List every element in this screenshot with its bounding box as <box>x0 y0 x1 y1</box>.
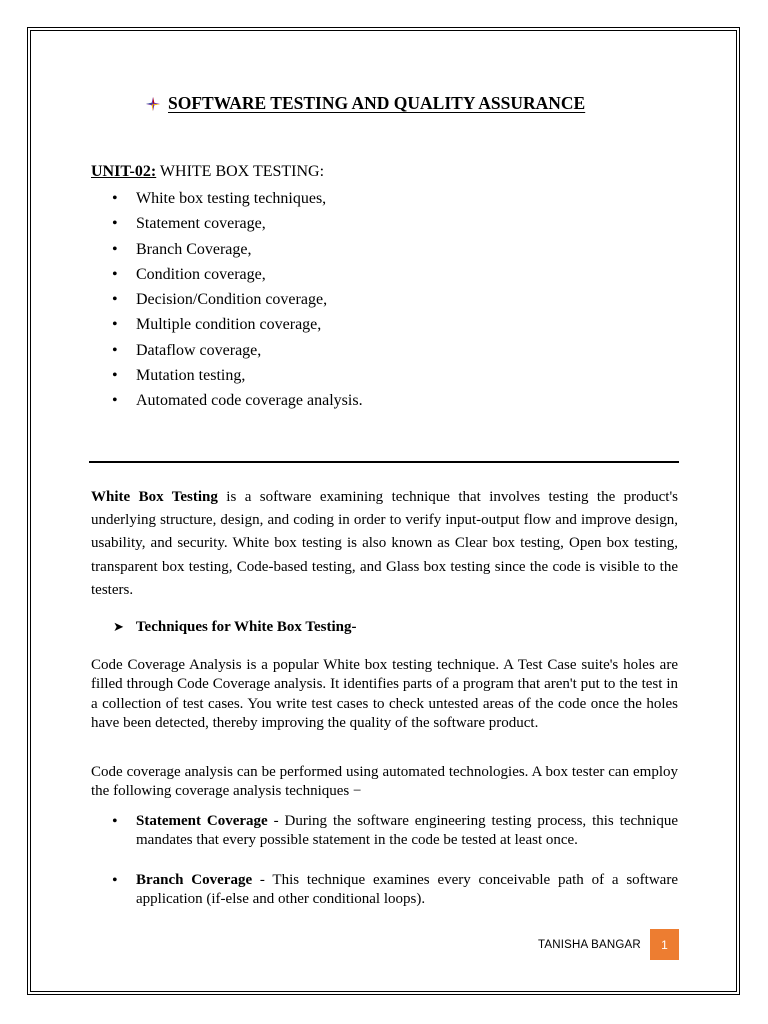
list-item: • Dataflow coverage, <box>110 338 363 363</box>
coverage-paragraph: Code Coverage Analysis is a popular White box testing technique. A Test Case suite's holes are filled through Code Coverage analysis. It identifies parts of a program that aren't put to the test in a collection of test cases. You write test cases to check untested areas of the code once the holes have been detected, thereby improving the quality of the software product. <box>91 657 678 732</box>
technique-list-2 <box>110 871 678 910</box>
automated-paragraph: Code coverage analysis can be performed using automated technologies. A box tester can employ the following coverage analysis techniques − <box>91 764 678 800</box>
page-number-badge: 1 <box>650 929 679 960</box>
arrow-bullet-icon: ➤ <box>113 620 124 635</box>
intro-text: is a software examining technique that involves testing the product's underlying structure, design, and coding in order to verify input-output flow and improve design, usability, and security. White box testing is also known as Clear box testing, Open box testing, transparent box testing, Code-based testing, and Glass box testing since the code is visible to the testers. <box>91 489 679 598</box>
list-item: • Decision/Condition coverage, <box>110 287 363 312</box>
list-item <box>110 812 678 851</box>
unit-heading <box>91 163 324 181</box>
list-item: • Branch Coverage, <box>110 237 363 262</box>
topic-list <box>110 186 363 414</box>
techniques-heading <box>113 619 357 636</box>
title-text: SOFTWARE TESTING AND QUALITY ASSURANCE <box>168 93 586 113</box>
techniques-heading-text: Techniques for White Box Testing- <box>135 619 357 635</box>
intro-paragraph <box>91 486 678 602</box>
list-item: • Statement coverage, <box>110 211 363 236</box>
intro-bold-term: White Box Testing <box>91 489 218 505</box>
technique-list-1 <box>110 812 678 851</box>
document-title <box>145 93 585 114</box>
footer-author: TANISHA BANGAR <box>538 938 641 951</box>
unit-label: UNIT-02: <box>91 163 157 180</box>
unit-title: WHITE BOX TESTING: <box>156 163 325 180</box>
list-item: • White box testing techniques, <box>110 186 363 211</box>
list-item: • Multiple condition coverage, <box>110 312 363 337</box>
technique-desc: - During the software engineering testing process, this technique mandates that every possible statement in the code be tested at least once. <box>136 813 678 849</box>
list-item: • Automated code coverage analysis. <box>110 388 363 413</box>
page-footer <box>538 929 679 960</box>
list-item <box>110 871 678 910</box>
technique-desc: - This technique examines every conceivable path of a software application (if-else and other conditional loops). <box>136 872 678 908</box>
four-point-star-bullet-icon <box>145 96 161 112</box>
horizontal-divider <box>89 461 679 463</box>
list-item: • Mutation testing, <box>110 363 363 388</box>
technique-name: Statement Coverage <box>136 813 268 829</box>
technique-name: Branch Coverage <box>136 872 253 888</box>
list-item: • Condition coverage, <box>110 262 363 287</box>
